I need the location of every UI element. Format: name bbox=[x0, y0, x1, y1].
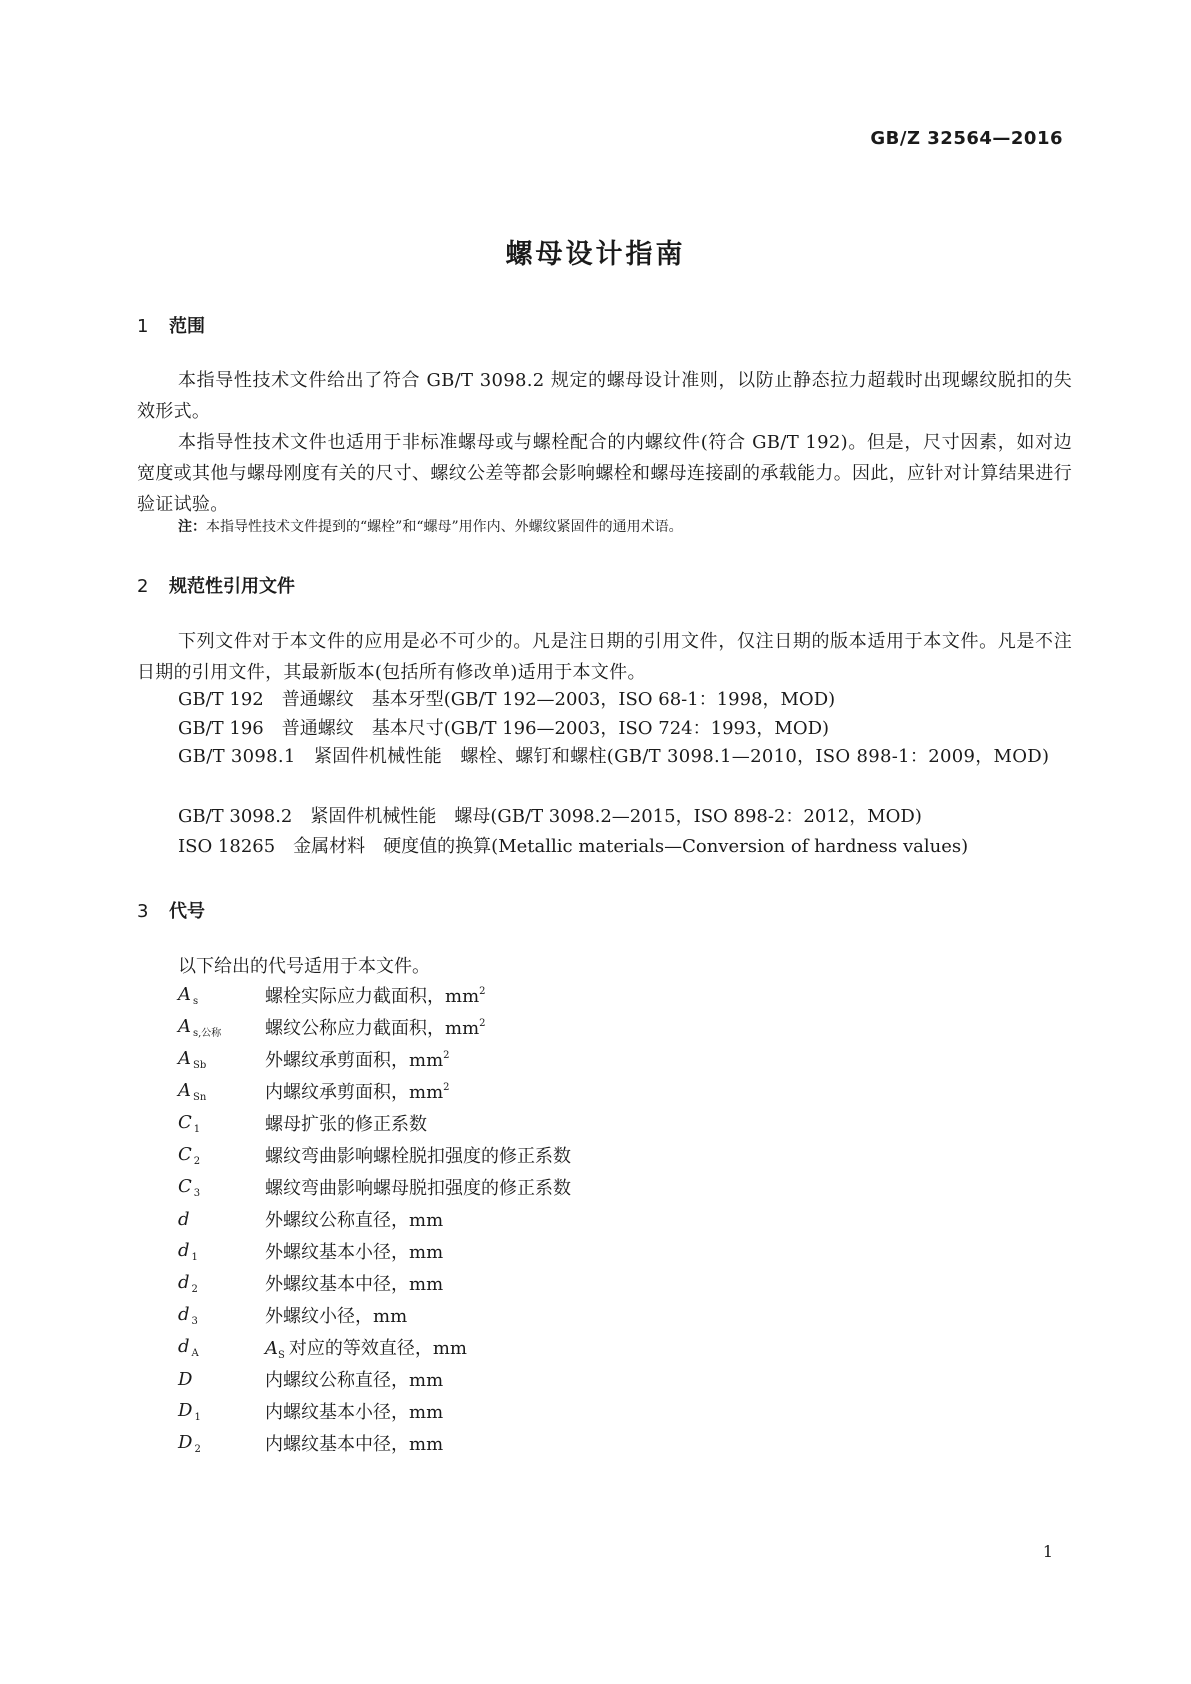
page-number: 1 bbox=[1042, 1542, 1053, 1561]
symbol-description: 内螺纹基本小径，mm bbox=[265, 1402, 444, 1423]
symbol-code: A $_{Sb}$ bbox=[178, 1047, 207, 1071]
section-3-heading bbox=[137, 897, 205, 923]
section-1-title: 范围 bbox=[169, 316, 205, 337]
symbol-row bbox=[178, 1171, 1058, 1203]
symbol-code: d $_A$ bbox=[178, 1335, 199, 1359]
section-1-paragraph-1: 本指导性技术文件给出了符合 GB/T 3098.2 规定的螺母设计准则，以防止静态拉力超载时出现螺纹脱扣的失效形式。 bbox=[137, 370, 1072, 422]
symbol-row bbox=[178, 1267, 1058, 1299]
symbol-description: 外螺纹承剪面积，$mm^2$ bbox=[265, 1050, 450, 1071]
symbol-description: 外螺纹基本小径，mm bbox=[265, 1242, 444, 1263]
symbol-code: D bbox=[178, 1368, 193, 1390]
symbol-description: 螺栓实际应力截面积，$mm^2$ bbox=[265, 986, 486, 1007]
symbol-description: 内螺纹基本中径，mm bbox=[265, 1434, 444, 1455]
section-2-intro: 下列文件对于本文件的应用是必不可少的。凡是注日期的引用文件，仅注日期的版本适用于本文件。凡是不注日期的引用文件，其最新版本(包括所有修改单)适用于本文件。 bbox=[137, 631, 1072, 683]
reference-item: ISO 18265 金属材料 硬度值的换算(Metallic materials—Conversion of hardness values) bbox=[178, 836, 969, 857]
symbol-list bbox=[178, 979, 1058, 1459]
document-title: 螺母设计指南 bbox=[505, 239, 686, 270]
note-text: 本指导性技术文件提到的“螺栓”和“螺母”用作内、外螺纹紧固件的通用术语。 bbox=[206, 519, 683, 535]
section-2-heading bbox=[137, 572, 295, 598]
symbol-code: A $_{s,公称}$ bbox=[178, 1015, 222, 1039]
symbol-row bbox=[178, 1235, 1058, 1267]
symbol-description: 螺纹弯曲影响螺栓脱扣强度的修正系数 bbox=[265, 1146, 571, 1167]
symbol-row bbox=[178, 1075, 1058, 1107]
symbol-description: 螺母扩张的修正系数 bbox=[265, 1114, 427, 1135]
symbol-description: 外螺纹公称直径，mm bbox=[265, 1210, 444, 1231]
reference-item: GB/T 3098.1 紧固件机械性能 螺栓、螺钉和螺柱(GB/T 3098.1—2010，ISO 898-1：2009，MOD) bbox=[178, 746, 1050, 767]
symbol-row bbox=[178, 1299, 1058, 1331]
symbol-description: 内螺纹公称直径，mm bbox=[265, 1370, 444, 1391]
symbol-code: d bbox=[178, 1208, 190, 1230]
symbol-row bbox=[178, 1331, 1058, 1363]
symbol-description: 螺纹弯曲影响螺母脱扣强度的修正系数 bbox=[265, 1178, 571, 1199]
section-1-paragraph-2: 本指导性技术文件也适用于非标准螺母或与螺栓配合的内螺纹件(符合 GB/T 192)。但是，尺寸因素，如对边宽度或其他与螺母刚度有关的尺寸、螺纹公差等都会影响螺栓和螺母连接副的承载能力。因此，应针对计算结果进行验证试验。 bbox=[137, 432, 1072, 515]
symbol-code: d $_3$ bbox=[178, 1303, 198, 1327]
symbol-row bbox=[178, 1203, 1058, 1235]
symbol-row bbox=[178, 1395, 1058, 1427]
symbol-row bbox=[178, 1107, 1058, 1139]
section-2-number: 2 bbox=[137, 576, 149, 597]
symbol-row bbox=[178, 1043, 1058, 1075]
symbol-description: 内螺纹承剪面积，$mm^2$ bbox=[265, 1082, 450, 1103]
symbol-code: D $_2$ bbox=[178, 1431, 201, 1455]
symbol-description: 外螺纹小径，mm bbox=[265, 1306, 408, 1327]
reference-item: GB/T 192 普通螺纹 基本牙型(GB/T 192—2003，ISO 68-1：1998，MOD) bbox=[178, 689, 836, 710]
symbol-description: 外螺纹基本中径，mm bbox=[265, 1274, 444, 1295]
symbol-row bbox=[178, 1363, 1058, 1395]
section-2-title: 规范性引用文件 bbox=[169, 576, 295, 597]
symbol-code: d $_2$ bbox=[178, 1271, 198, 1295]
symbol-row bbox=[178, 1427, 1058, 1459]
symbol-code: D $_1$ bbox=[178, 1399, 201, 1423]
symbol-description: $A_S$ 对应的等效直径，mm bbox=[265, 1337, 467, 1361]
symbol-description: 螺纹公称应力截面积，$mm^2$ bbox=[265, 1018, 486, 1039]
symbol-row bbox=[178, 979, 1058, 1011]
symbol-code: C $_3$ bbox=[178, 1175, 201, 1199]
section-3-intro: 以下给出的代号适用于本文件。 bbox=[178, 956, 430, 977]
section-3-title: 代号 bbox=[169, 901, 205, 922]
standard-number: GB/Z 32564—2016 bbox=[870, 128, 1063, 149]
reference-item: GB/T 3098.2 紧固件机械性能 螺母(GB/T 3098.2—2015，ISO 898-2：2012，MOD) bbox=[178, 806, 922, 827]
section-1-heading bbox=[137, 312, 205, 338]
symbol-row bbox=[178, 1139, 1058, 1171]
symbol-row bbox=[178, 1011, 1058, 1043]
symbol-code: d $_1$ bbox=[178, 1239, 198, 1263]
section-3-number: 3 bbox=[137, 901, 149, 922]
symbol-code: C $_1$ bbox=[178, 1111, 201, 1135]
note-label: 注： bbox=[178, 519, 206, 535]
reference-item: GB/T 196 普通螺纹 基本尺寸(GB/T 196—2003，ISO 724：1993，MOD) bbox=[178, 718, 830, 739]
section-1-note bbox=[178, 517, 683, 537]
symbol-code: A $_{Sn}$ bbox=[178, 1079, 207, 1103]
section-1-number: 1 bbox=[137, 316, 149, 337]
symbol-code: C $_2$ bbox=[178, 1143, 201, 1167]
symbol-code: A $_s$ bbox=[178, 983, 199, 1007]
